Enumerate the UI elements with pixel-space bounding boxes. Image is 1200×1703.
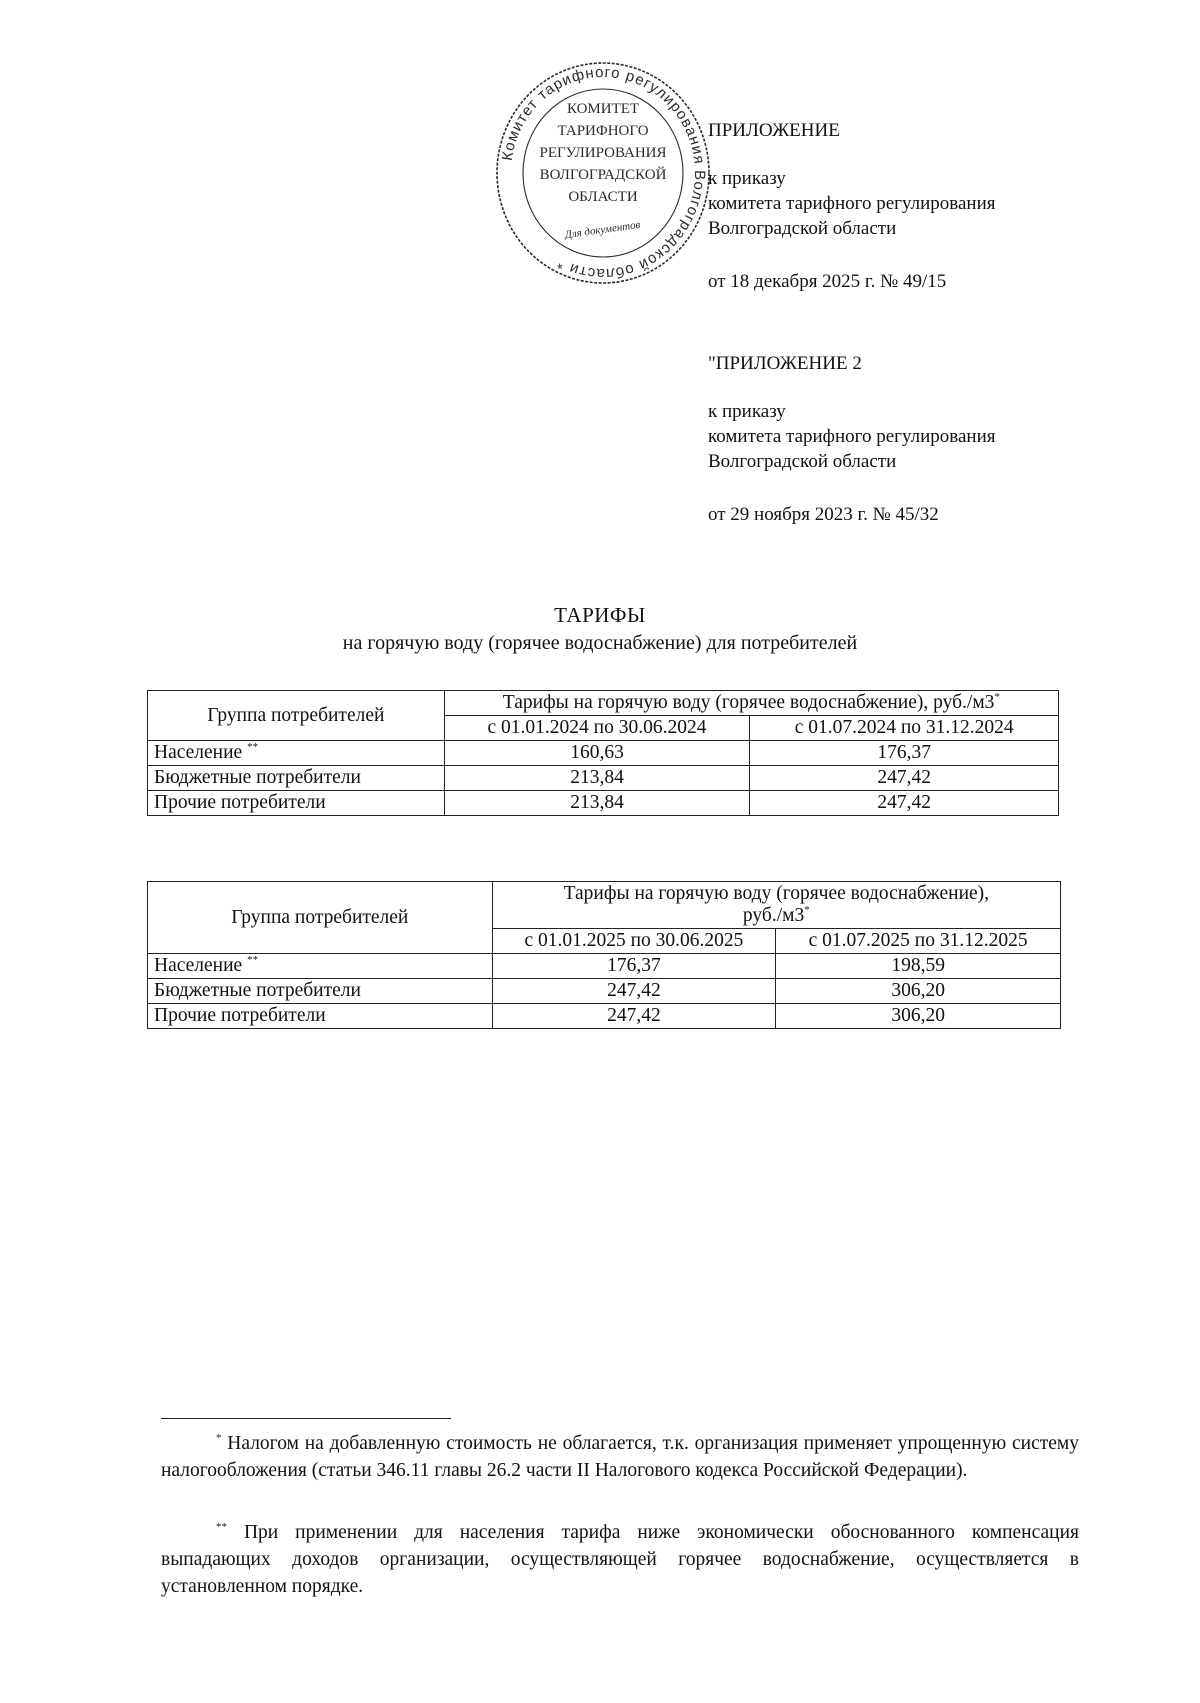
table-header-row [148,691,1059,716]
consumer-group: Население ** [148,741,445,766]
period-1: с 01.01.2025 по 30.06.2025 [492,929,776,954]
period-2: с 01.07.2024 по 31.12.2024 [750,716,1059,741]
footnote-2: ** При применении для населения тарифа ниже экономически обоснованного компенсация выпадающих доходов организации, осуществляющей горячее водоснабжение, осуществляется в установленном порядке. [161,1521,1079,1597]
order-ref-line: к приказу [708,401,786,422]
svg-text:ТАРИФНОГО: ТАРИФНОГО [557,123,649,139]
document-subtitle: на горячую воду (горячее водоснабжение) для потребителей [342,632,858,654]
tariff-value: 247,42 [750,766,1059,791]
tariff-header: Тарифы на горячую воду (горячее водоснабжение), руб./м3* [444,691,1058,716]
footnote-mark: ** [247,741,259,753]
appendix-2-title: "ПРИЛОЖЕНИЕ 2 [708,353,862,374]
tariff-value: 247,42 [492,1004,776,1029]
region-line: Волгоградской области [708,218,897,239]
order-ref-line: к приказу [708,168,786,189]
table-row [148,954,1061,979]
footnote-mark: * [804,904,810,916]
order-date: от 18 декабря 2025 г. № 49/15 [708,271,947,292]
svg-text:РЕГУЛИРОВАНИЯ: РЕГУЛИРОВАНИЯ [539,145,667,161]
footnote-mark: ** [216,1521,227,1533]
group-header: Группа потребителей [148,882,493,954]
tariff-value: 247,42 [492,979,776,1004]
tariff-value: 306,20 [776,1004,1061,1029]
committee-line: комитета тарифного регулирования [708,426,996,447]
table-row [148,766,1059,791]
period-2: с 01.07.2025 по 31.12.2025 [776,929,1061,954]
tariff-value: 306,20 [776,979,1061,1004]
period-1: с 01.01.2024 по 30.06.2024 [444,716,750,741]
footnote-1: * Налогом на добавленную стоимость не облагается, т.к. организация применяет упрощенную систему налогообложения (статьи 346.11 главы 26.2 части II Налогового кодекса Российской Федерации). [161,1432,1079,1481]
svg-text:Для документов: Для документов [564,218,642,242]
tariff-value: 213,84 [444,791,750,816]
tariff-value: 176,37 [750,741,1059,766]
table-row [148,979,1061,1004]
consumer-group: Бюджетные потребители [148,766,445,791]
tariff-value: 198,59 [776,954,1061,979]
document-title: ТАРИФЫ [554,603,646,627]
tariff-table-2025 [147,881,1061,1029]
table-row [148,791,1059,816]
committee-line: комитета тарифного регулирования [708,193,996,214]
consumer-group: Прочие потребители [148,1004,493,1029]
svg-text:КОМИТЕТ: КОМИТЕТ [566,101,640,117]
svg-text:Комитет тарифного регулировани: Комитет тарифного регулирования Волгоградской области * [498,63,709,283]
svg-text:ОБЛАСТИ: ОБЛАСТИ [568,189,638,205]
table-header-row [148,882,1061,929]
table-row [148,1004,1061,1029]
footnote-mark: ** [247,954,259,966]
order-date: от 29 ноября 2023 г. № 45/32 [708,504,939,525]
tariff-value: 176,37 [492,954,776,979]
appendix-2-header [708,351,996,527]
official-stamp [493,55,713,285]
appendix-title: ПРИЛОЖЕНИЕ [708,120,840,141]
appendix-header [708,118,996,294]
table-row [148,741,1059,766]
tariff-value: 213,84 [444,766,750,791]
tariff-value: 247,42 [750,791,1059,816]
svg-text:ВОЛГОГРАДСКОЙ: ВОЛГОГРАДСКОЙ [539,167,667,183]
consumer-group: Прочие потребители [148,791,445,816]
tariff-table-2024 [147,690,1059,816]
consumer-group: Бюджетные потребители [148,979,493,1004]
footnote-mark: * [216,1432,222,1444]
region-line: Волгоградской области [708,451,897,472]
group-header: Группа потребителей [148,691,445,741]
footnote-divider [161,1418,451,1419]
footnote-mark: * [994,691,1000,703]
tariff-value: 160,63 [444,741,750,766]
stamp-seal-icon [493,55,713,285]
consumer-group: Население ** [148,954,493,979]
tariff-header: Тарифы на горячую воду (горячее водоснабжение), руб./м3* [492,882,1060,929]
